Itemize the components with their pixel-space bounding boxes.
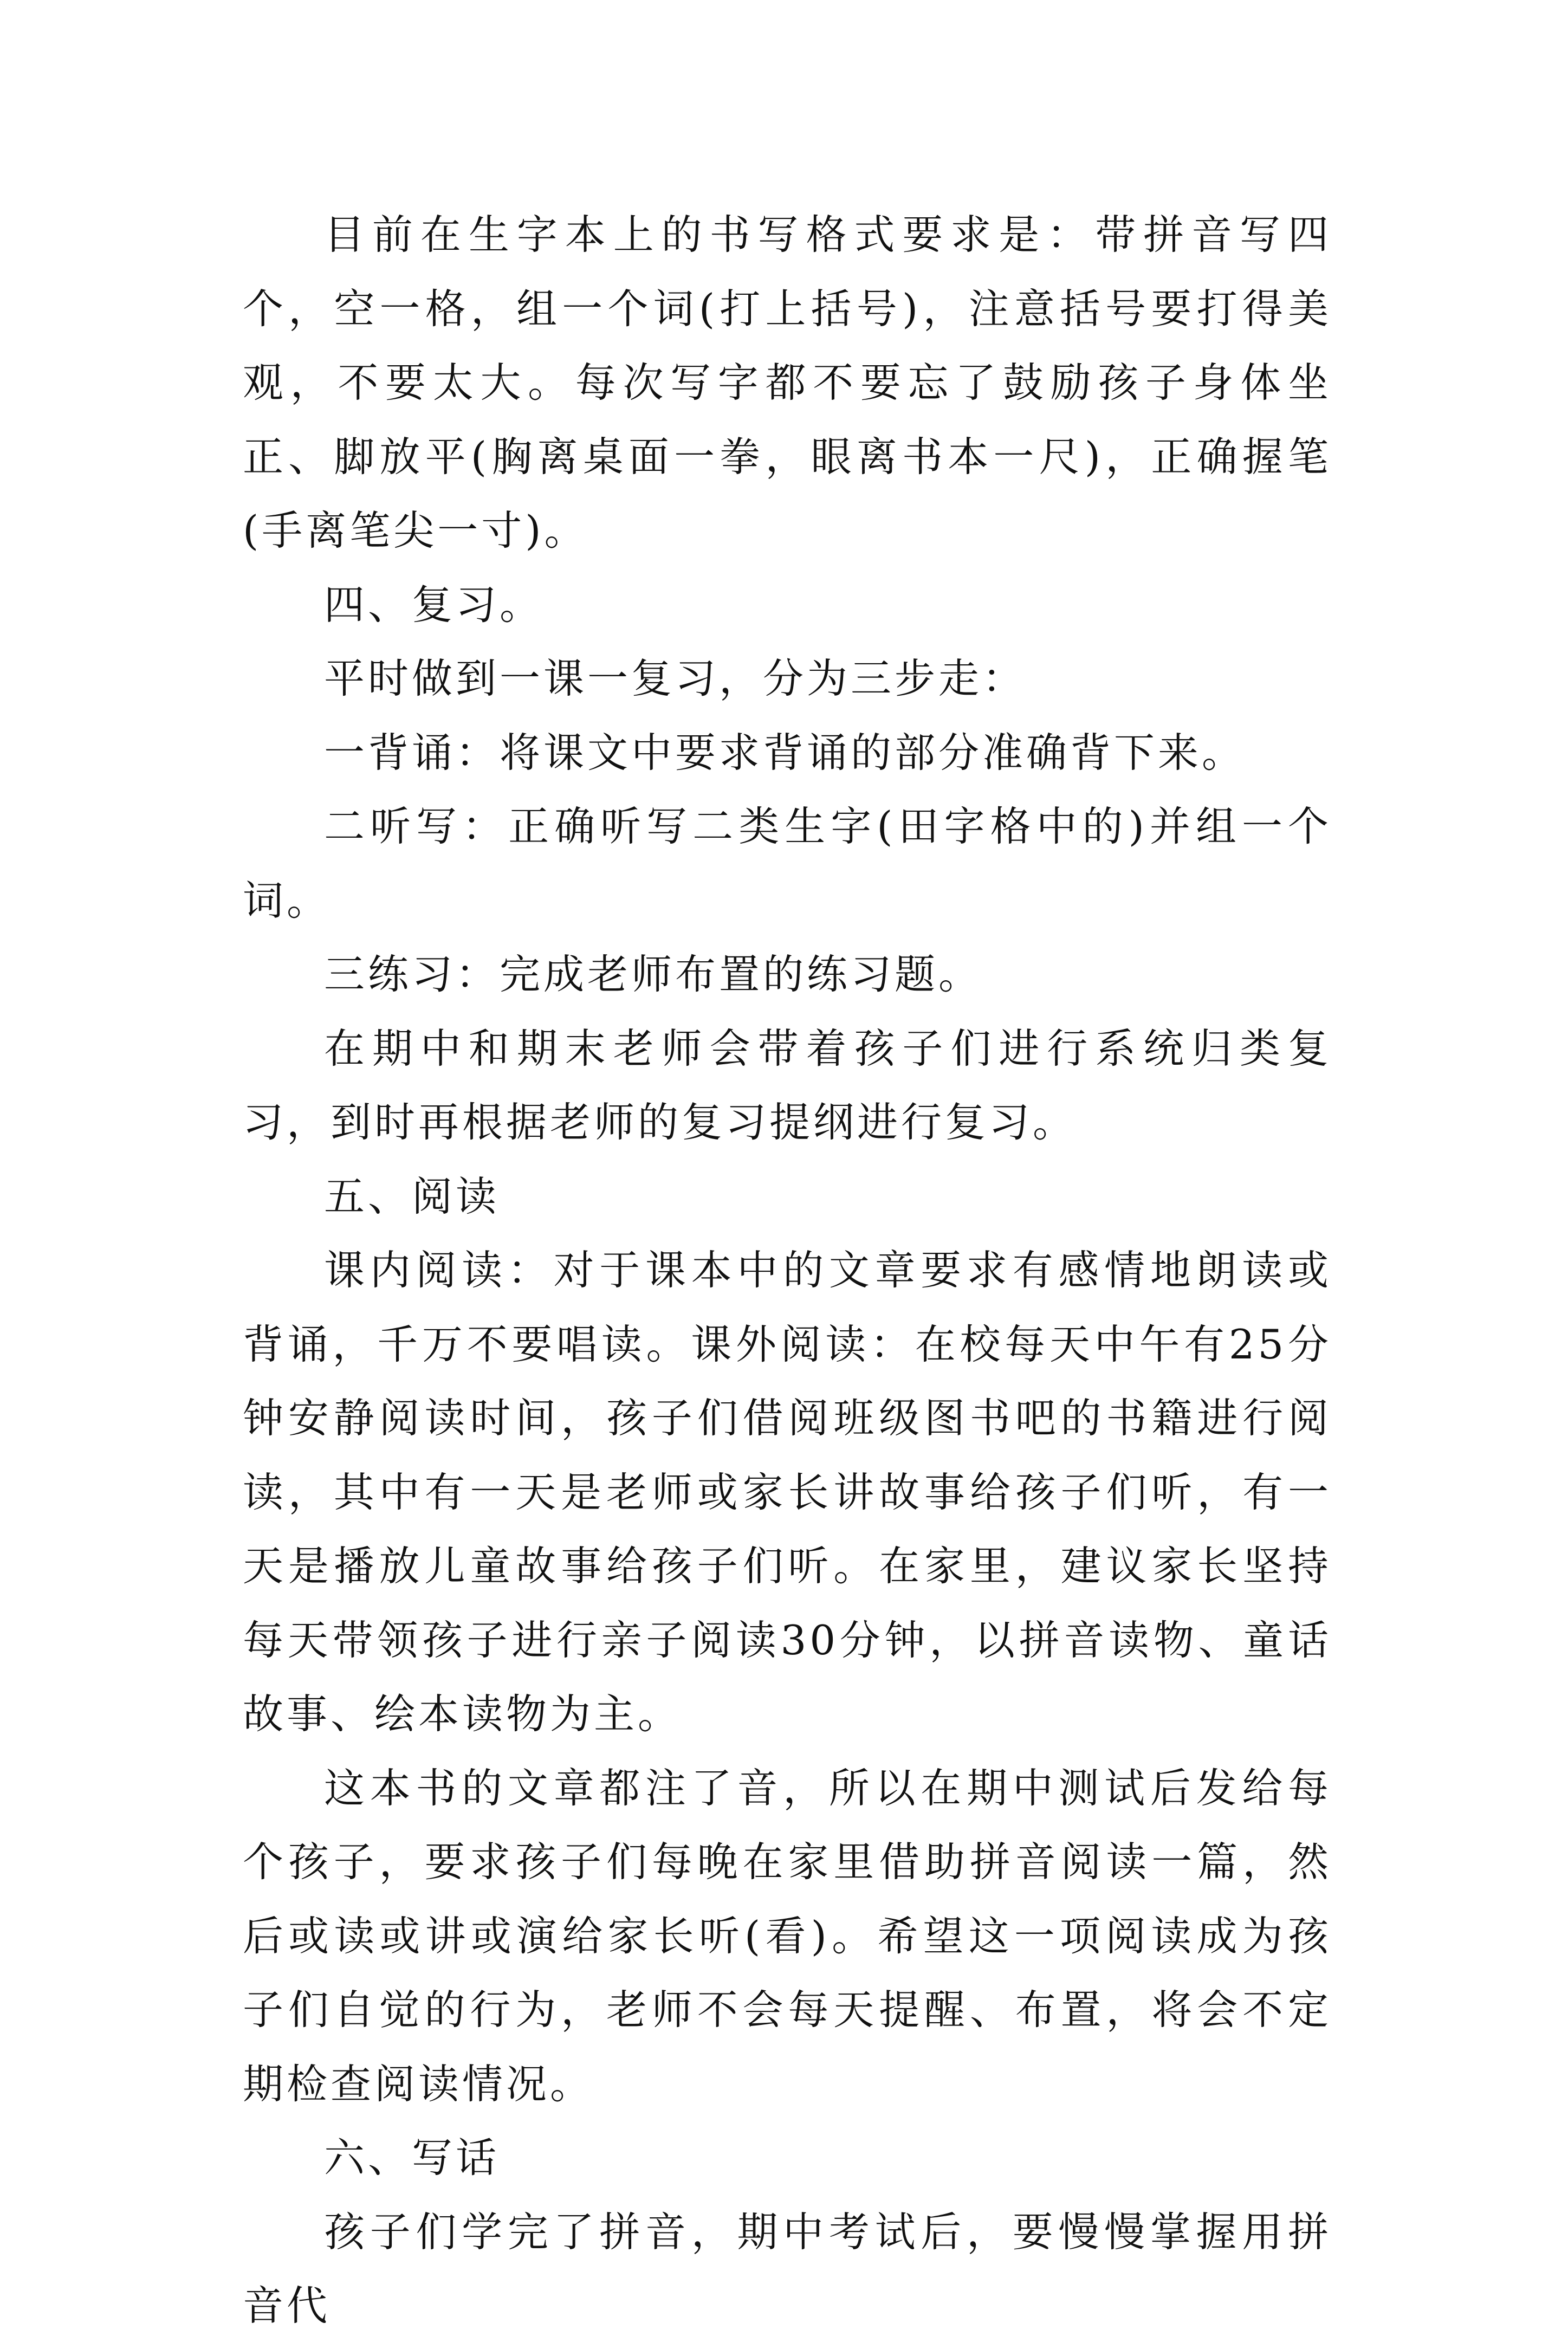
- paragraph-writing-intro: 孩子们学完了拼音，期中考试后，要慢慢掌握用拼音代: [243, 2208, 1332, 2329]
- section-heading-review: 四、复习。: [324, 580, 544, 629]
- paragraph-writing-format: 目前在生字本上的书写格式要求是：带拼音写四个，空一格，组一个词(打上括号)，注意括号要打得美观，不要太大。每次写字都不要忘了鼓励孩子身体坐正、脚放平(胸离桌面一拳，眼离书本一尺)，正确握笔(手离笔尖一寸)。: [243, 211, 1332, 554]
- document-body: [243, 198, 1332, 2343]
- paragraph-dictation: 二听写：正确听写二类生字(田字格中的)并组一个词。: [243, 802, 1332, 924]
- section-heading-reading: 五、阅读: [324, 1172, 500, 1220]
- paragraph-practice: 三练习：完成老师布置的练习题。: [324, 950, 983, 998]
- paragraph-book-reading: 这本书的文章都注了音，所以在期中测试后发给每个孩子，要求孩子们每晚在家里借助拼音阅读一篇，然后或读或讲或演给家长听(看)。希望这一项阅读成为孩子们自觉的行为，老师不会每天提醒、布置，将会不定期检查阅读情况。: [243, 1764, 1332, 2108]
- paragraph-reading-details: 课内阅读：对于课本中的文章要求有感情地朗读或背诵，千万不要唱读。课外阅读：在校每天中午有25分钟安静阅读时间，孩子们借阅班级图书吧的书籍进行阅读，其中有一天是老师或家长讲故事给孩子们听，有一天是播放儿童故事给孩子们听。在家里，建议家长坚持每天带领孩子进行亲子阅读30分钟，以拼音读物、童话故事、绘本读物为主。: [243, 1246, 1332, 1738]
- paragraph-recite: 一背诵：将课文中要求背诵的部分准确背下来。: [324, 728, 1246, 776]
- paragraph-review-intro: 平时做到一课一复习，分为三步走：: [324, 655, 1027, 702]
- paragraph-exam-review: 在期中和期末老师会带着孩子们进行系统归类复习，到时再根据老师的复习提纲进行复习。: [243, 1024, 1332, 1146]
- section-heading-writing: 六、写话: [324, 2134, 500, 2182]
